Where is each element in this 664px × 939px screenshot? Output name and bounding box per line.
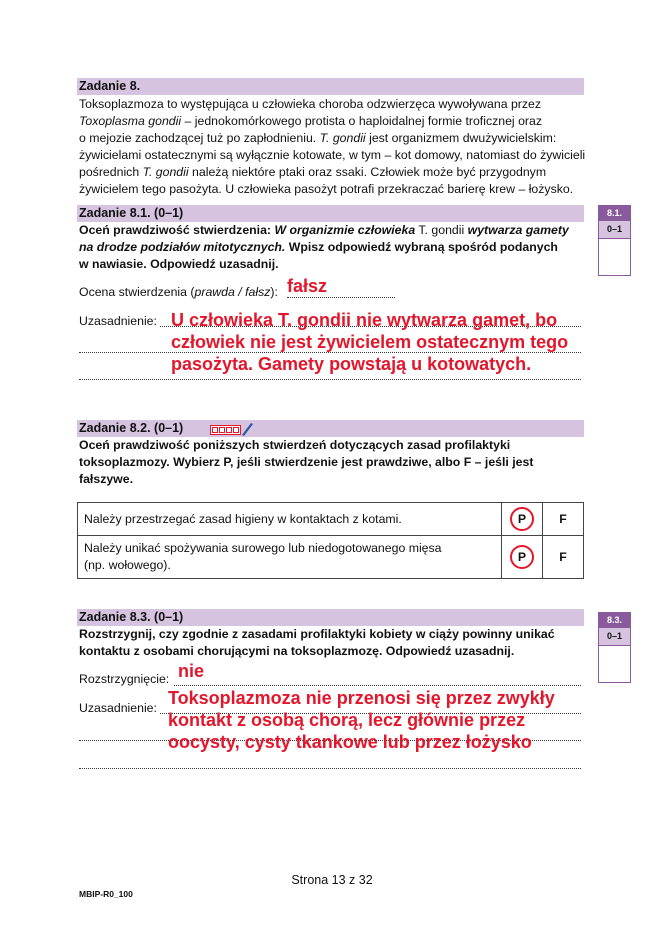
score-number: 8.3. xyxy=(599,613,630,628)
text-line: na drodze podziałów mitotycznych. Wpisz odpowiedź wybraną spośród podanych xyxy=(79,240,558,254)
ocena-answer: fałsz xyxy=(287,276,328,296)
calculator-icon xyxy=(210,423,254,436)
option-p[interactable]: P xyxy=(502,503,543,536)
exam-code: MBIP-R0_100 xyxy=(79,889,133,899)
option-f[interactable]: F xyxy=(543,503,584,536)
text-line: pośrednich T. gondii należą niektóre ptaki oraz ssaki. Człowiek może być przygodnym xyxy=(79,165,547,179)
ocena-label: Ocena stwierdzenia (prawda / fałsz): xyxy=(79,285,278,299)
task-8-3-title: Zadanie 8.3. (0–1) xyxy=(79,610,184,624)
text-line: Toksoplazmoza to występująca u człowieka choroba odzwierzęca wywoływana przez xyxy=(79,97,542,111)
score-box-8-3 xyxy=(598,612,631,683)
text-line: żywicielem tego pasożyta. U człowieka pasożyt potrafi przekraczać barierę krew – łożysko. xyxy=(79,182,574,196)
text-line: w nawiasie. Odpowiedź uzasadnij. xyxy=(79,257,279,271)
answer-line[interactable] xyxy=(174,685,581,686)
table-row xyxy=(78,503,584,536)
uzasadnienie-answer-line-3: pasożyta. Gamety powstają u kotowatych. xyxy=(171,354,532,374)
score-range: 0–1 xyxy=(599,221,630,239)
statement-text: Należy unikać spożywania surowego lub niedogotowanego mięsa (np. wołowego). xyxy=(78,536,502,579)
score-range: 0–1 xyxy=(599,628,630,646)
task-8-1-header xyxy=(77,205,584,222)
uzasadnienie-answer-line-1: U człowieka T. gondii nie wytwarza gamet, bo xyxy=(171,310,558,330)
task-8-2-title: Zadanie 8.2. (0–1) xyxy=(79,421,184,435)
ocena-answer-line[interactable] xyxy=(287,297,395,298)
statement-text: Należy przestrzegać zasad higieny w kontaktach z kotami. xyxy=(78,503,502,536)
task-8-intro xyxy=(79,96,589,198)
task-8-3-header xyxy=(77,609,584,626)
score-number: 8.1. xyxy=(599,206,630,221)
score-field[interactable] xyxy=(599,239,630,275)
option-p[interactable]: P xyxy=(502,536,543,579)
text-line: o mejozie zachodzącej tuż po zapłodnieniu. T. gondii jest organizmem dwużywicielskim: xyxy=(79,131,557,145)
task-8-title: Zadanie 8. xyxy=(79,79,141,93)
table-row xyxy=(78,536,584,579)
true-false-table xyxy=(77,502,584,579)
text-line: żywicielami ostatecznymi są wyłącznie kotowate, w tym – kot domowy, natomiast do żywicieli xyxy=(79,148,586,162)
task-8-2-instruction: Oceń prawdziwość poniższych stwierdzeń dotyczących zasad profilaktyki toksoplazmozy. Wybierz P, jeśli stwierdzenie jest prawdziwe, albo F – jeśli jest fałszywe. xyxy=(79,438,534,486)
uzasadnienie-answer-line-2: kontakt z osobą chorą, lecz głównie przez xyxy=(168,710,526,730)
rozstrzygniecie-label: Rozstrzygnięcie: xyxy=(79,672,170,686)
task-8-3-instruction: Rozstrzygnij, czy zgodnie z zasadami profilaktyki kobiety w ciąży powinny unikać kontaktu z osobami chorującymi na toksoplazmozę. Odpowiedź uzasadnij. xyxy=(79,627,555,658)
text-line: Oceń prawdziwość stwierdzenia: W organizmie człowieka T. gondii wytwarza gamety xyxy=(79,223,569,237)
task-8-header xyxy=(77,78,584,95)
answer-line[interactable] xyxy=(79,379,581,380)
answer-line[interactable] xyxy=(79,768,581,769)
task-8-2-header xyxy=(77,420,584,437)
uzasadnienie-answer-line-1: Toksoplazmoza nie przenosi się przez zwykły xyxy=(168,688,555,708)
uzasadnienie-answer-line-2: człowiek nie jest żywicielem ostatecznym tego xyxy=(171,332,569,352)
uzasadnienie-answer-line-3: oocysty, cysty tkankowe lub przez łożysko xyxy=(168,732,532,752)
task-8-1-title: Zadanie 8.1. (0–1) xyxy=(79,206,184,220)
text-line: Toxoplasma gondii – jednokomórkowego protista o haploidalnej formie troficznej oraz xyxy=(79,114,542,128)
page-number: Strona 13 z 32 xyxy=(291,873,373,887)
rozstrzygniecie-answer: nie xyxy=(178,661,205,681)
task-8-1-instruction xyxy=(79,222,589,273)
option-f[interactable]: F xyxy=(543,536,584,579)
score-box-8-1 xyxy=(598,205,631,276)
uzasadnienie-label: Uzasadnienie: xyxy=(79,314,157,328)
uzasadnienie-label: Uzasadnienie: xyxy=(79,701,157,715)
score-field[interactable] xyxy=(599,646,630,682)
